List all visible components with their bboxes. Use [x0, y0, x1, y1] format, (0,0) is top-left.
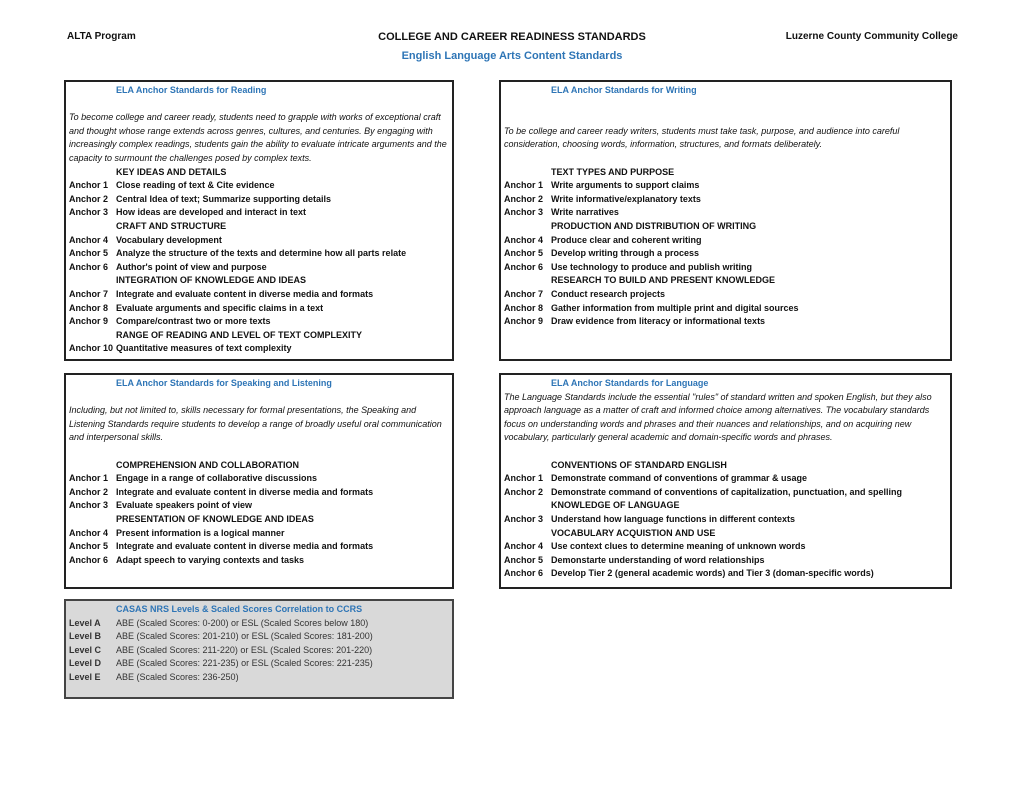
casas-title: CASAS NRS Levels & Scaled Scores Correlation to CCRS	[116, 604, 363, 614]
writing-intro: To be college and career ready writers, students must take task, purpose, and audience into careful consideration, choosing words, information, structures, and formats deliberately.	[504, 125, 900, 150]
list-item	[69, 206, 449, 220]
item-text: Engage in a range of collaborative discussions	[116, 473, 318, 484]
section-heading: COMPREHENSION AND COLLABORATION	[116, 459, 299, 470]
item-label: Anchor 5	[69, 248, 109, 259]
list-item	[504, 540, 947, 554]
item-text: Produce clear and coherent writing	[551, 234, 702, 245]
writing-box	[499, 80, 952, 361]
list-item	[504, 179, 947, 193]
reading-intro: To become college and career ready, students need to grapple with works of exceptional craft and thought whose range extends across genres, cultures, and centuries. By engaging with increasingly complex readings, students gain the ability to evaluate intricate arguments and the capacity to surmount the challenges posed by complex texts.	[69, 112, 447, 163]
item-label: Anchor 5	[69, 541, 109, 552]
item-label: Anchor 6	[504, 568, 544, 579]
item-label: Anchor 3	[69, 207, 109, 218]
list-item	[504, 513, 947, 527]
item-text: Demonstrate command of conventions of capitalization, punctuation, and spelling	[551, 486, 903, 497]
speaking-intro: Including, but not limited to, skills necessary for formal presentations, the Speaking and Listening Standards require students to develop a range of broadly useful oral communication and interpersonal skills.	[69, 405, 442, 443]
list-item	[504, 567, 947, 581]
speaking-box	[64, 373, 454, 589]
item-text: Adapt speech to varying contexts and tasks	[116, 554, 305, 565]
list-item	[69, 234, 449, 248]
section-heading: KEY IDEAS AND DETAILS	[116, 166, 227, 177]
item-text: Integrate and evaluate content in diverse media and formats	[116, 288, 374, 299]
language-box	[499, 373, 952, 589]
list-item	[69, 527, 449, 541]
item-text: Analyze the structure of the texts and determine how all parts relate	[116, 248, 407, 259]
item-label: Anchor 2	[69, 486, 109, 497]
list-item	[69, 302, 449, 316]
list-item	[69, 261, 449, 275]
list-item	[69, 617, 449, 631]
item-text: Central Idea of text; Summarize supporting details	[116, 193, 332, 204]
list-item	[69, 193, 449, 207]
item-label: Anchor 2	[504, 193, 544, 204]
item-label: Anchor 5	[504, 554, 544, 565]
list-item	[504, 193, 947, 207]
page-subtitle: English Language Arts Content Standards	[401, 50, 623, 62]
writing-sections	[504, 166, 947, 329]
item-label: Anchor 4	[504, 234, 544, 245]
item-text: Close reading of text & Cite evidence	[116, 180, 275, 191]
speaking-sections	[69, 459, 449, 568]
item-label: Anchor 1	[504, 473, 544, 484]
section-heading: PRESENTATION OF KNOWLEDGE AND IDEAS	[116, 513, 314, 524]
section-heading: TEXT TYPES AND PURPOSE	[551, 166, 675, 177]
item-text: Conduct research projects	[551, 288, 666, 299]
item-label: Level D	[69, 658, 102, 669]
list-item	[69, 315, 449, 329]
item-text: Develop writing through a process	[551, 248, 700, 259]
item-label: Anchor 2	[504, 486, 544, 497]
reading-box	[64, 80, 454, 361]
item-text: Understand how language functions in different contexts	[551, 513, 796, 524]
language-intro: The Language Standards include the essential "rules" of standard written and spoken English, but they also approach language as a matter of craft and informed choice among alternatives. The vocabulary standards focus on understanding words and phrases and their nuances and relationships, and on acquiring new vocabulary, particularly general academic and domain-specific words and phrases.	[504, 391, 932, 443]
list-item	[69, 486, 449, 500]
item-text: Evaluate arguments and specific claims in a text	[116, 302, 324, 313]
section-heading: RANGE OF READING AND LEVEL OF TEXT COMPLEXITY	[116, 329, 363, 340]
program-name: ALTA Program	[67, 31, 136, 42]
item-text: Use technology to produce and publish writing	[551, 261, 753, 272]
item-label: Anchor 1	[69, 180, 109, 191]
item-label: Anchor 9	[69, 316, 109, 327]
item-text: Demonstrate command of conventions of grammar & usage	[551, 473, 808, 484]
item-label: Level A	[69, 617, 101, 628]
list-item	[69, 342, 449, 356]
list-item	[504, 302, 947, 316]
list-item	[504, 315, 947, 329]
item-label: Anchor 10	[69, 343, 114, 354]
list-item	[504, 554, 947, 568]
item-label: Level E	[69, 671, 101, 682]
item-text: ABE (Scaled Scores: 236-250)	[116, 671, 239, 682]
item-text: Quantitative measures of text complexity	[116, 343, 292, 354]
item-text: Integrate and evaluate content in diverse media and formats	[116, 486, 374, 497]
list-item	[69, 499, 449, 513]
item-text: How ideas are developed and interact in text	[116, 207, 307, 218]
speaking-title: ELA Anchor Standards for Speaking and Listening	[116, 378, 332, 388]
section-heading: RESEARCH TO BUILD AND PRESENT KNOWLEDGE	[551, 275, 776, 286]
item-text: Compare/contrast two or more texts	[116, 316, 271, 327]
item-text: Write informative/explanatory texts	[551, 193, 701, 204]
item-label: Anchor 2	[69, 193, 109, 204]
item-text: ABE (Scaled Scores: 221-235) or ESL (Scaled Scores: 221-235)	[116, 658, 373, 669]
item-text: Evaluate speakers point of view	[116, 500, 253, 511]
item-label: Anchor 3	[69, 500, 109, 511]
item-label: Anchor 3	[504, 513, 544, 524]
item-text: ABE (Scaled Scores: 211-220) or ESL (Scaled Scores: 201-220)	[116, 644, 373, 655]
item-text: Develop Tier 2 (general academic words) and Tier 3 (doman-specific words)	[551, 568, 874, 579]
list-item	[504, 247, 947, 261]
institution-name: Luzerne County Community College	[785, 31, 958, 42]
list-item	[69, 247, 449, 261]
list-item	[504, 206, 947, 220]
item-label: Anchor 8	[504, 302, 544, 313]
section-heading: KNOWLEDGE OF LANGUAGE	[551, 500, 680, 511]
section-heading: CRAFT AND STRUCTURE	[116, 220, 227, 231]
list-item	[504, 486, 947, 500]
section-heading: CONVENTIONS OF STANDARD ENGLISH	[551, 459, 727, 470]
section-heading: VOCABULARY ACQUISTION AND USE	[551, 527, 716, 538]
item-text: Demonstarte understanding of word relationships	[551, 554, 765, 565]
item-label: Anchor 9	[504, 316, 544, 327]
item-text: Vocabulary development	[116, 234, 222, 245]
language-title: ELA Anchor Standards for Language	[551, 378, 709, 388]
item-label: Level C	[69, 644, 102, 655]
item-text: Author's point of view and purpose	[116, 261, 267, 272]
item-text: Use context clues to determine meaning of unknown words	[551, 541, 806, 552]
item-label: Level B	[69, 631, 102, 642]
item-label: Anchor 3	[504, 207, 544, 218]
item-label: Anchor 7	[504, 288, 544, 299]
language-sections	[504, 459, 947, 581]
item-text: Write arguments to support claims	[551, 180, 700, 191]
list-item	[69, 540, 449, 554]
list-item	[69, 644, 449, 658]
list-item	[69, 630, 449, 644]
item-text: Present information is a logical manner	[116, 527, 285, 538]
item-text: ABE (Scaled Scores: 201-210) or ESL (Scaled Scores: 181-200)	[116, 631, 373, 642]
casas-levels	[69, 617, 449, 685]
item-label: Anchor 8	[69, 302, 109, 313]
list-item	[69, 554, 449, 568]
page-title: COLLEGE AND CAREER READINESS STANDARDS	[378, 31, 646, 43]
item-label: Anchor 4	[69, 234, 109, 245]
list-item	[504, 234, 947, 248]
list-item	[69, 179, 449, 193]
item-label: Anchor 1	[504, 180, 544, 191]
list-item	[69, 472, 449, 486]
item-label: Anchor 6	[69, 554, 109, 565]
list-item	[504, 261, 947, 275]
list-item	[69, 288, 449, 302]
list-item	[504, 472, 947, 486]
item-label: Anchor 5	[504, 248, 544, 259]
casas-box	[64, 599, 454, 699]
list-item	[504, 288, 947, 302]
writing-title: ELA Anchor Standards for Writing	[551, 85, 697, 95]
item-label: Anchor 6	[504, 261, 544, 272]
item-text: Gather information from multiple print and digital sources	[551, 302, 799, 313]
item-label: Anchor 1	[69, 473, 109, 484]
reading-title: ELA Anchor Standards for Reading	[116, 85, 267, 95]
section-heading: PRODUCTION AND DISTRIBUTION OF WRITING	[551, 220, 757, 231]
item-label: Anchor 4	[69, 527, 109, 538]
item-text: Integrate and evaluate content in diverse media and formats	[116, 541, 374, 552]
item-text: ABE (Scaled Scores: 0-200) or ESL (Scaled Scores below 180)	[116, 617, 369, 628]
item-text: Write narratives	[551, 207, 619, 218]
section-heading: INTEGRATION OF KNOWLEDGE AND IDEAS	[116, 275, 306, 286]
item-label: Anchor 6	[69, 261, 109, 272]
list-item	[69, 671, 449, 685]
reading-sections	[69, 166, 449, 356]
item-label: Anchor 7	[69, 288, 109, 299]
list-item	[69, 657, 449, 671]
item-label: Anchor 4	[504, 541, 544, 552]
item-text: Draw evidence from literacy or informational texts	[551, 316, 766, 327]
